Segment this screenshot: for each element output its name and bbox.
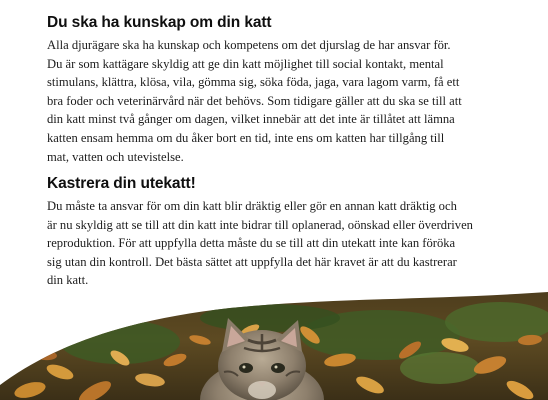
text-line: din katt minst två gånger om dagen, vilket innebär att det inte är tillåtet att lämna bbox=[47, 112, 455, 127]
text-line: Alla djurägare ska ha kunskap och kompetens om det djurslag de har ansvar för. bbox=[47, 38, 451, 52]
text-line: reproduktion. För att uppfylla detta måste du se till att din utekatt inte kan föröka bbox=[47, 236, 456, 251]
text-line: bra foder och veterinärvård när det behövs. Som tidigare gäller att du ska se till att bbox=[47, 93, 462, 108]
text-line: katten ensam hemma om du åker bort en tid, inte ens om katten har tillgång till bbox=[47, 130, 445, 145]
text-line: sig utan din kontroll. Det bästa sättet att uppfylla det här kravet är att du kastrerar bbox=[47, 254, 457, 269]
text-line: Du är som kattägare skyldig att ge din katt möjlighet till social kontakt, mental bbox=[47, 56, 444, 71]
section-heading: Du ska ha kunskap om din katt bbox=[47, 14, 272, 31]
text-line: är nu skyldig att se till att din katt inte bidrar till oplanerad, oönskad eller överdriven bbox=[47, 217, 473, 232]
text-line: mat, vatten och utevistelse. bbox=[47, 149, 184, 164]
section-heading: Kastrera din utekatt! bbox=[47, 175, 196, 192]
text-line: din katt. bbox=[47, 273, 89, 288]
text-line: stimulans, klättra, klösa, vila, gömma sig, söka föda, jaga, vara lagom varm, få ett bbox=[47, 75, 460, 90]
text-line: Du måste ta ansvar för om din katt blir dräktig eller gör en annan katt dräktig och bbox=[47, 199, 457, 213]
